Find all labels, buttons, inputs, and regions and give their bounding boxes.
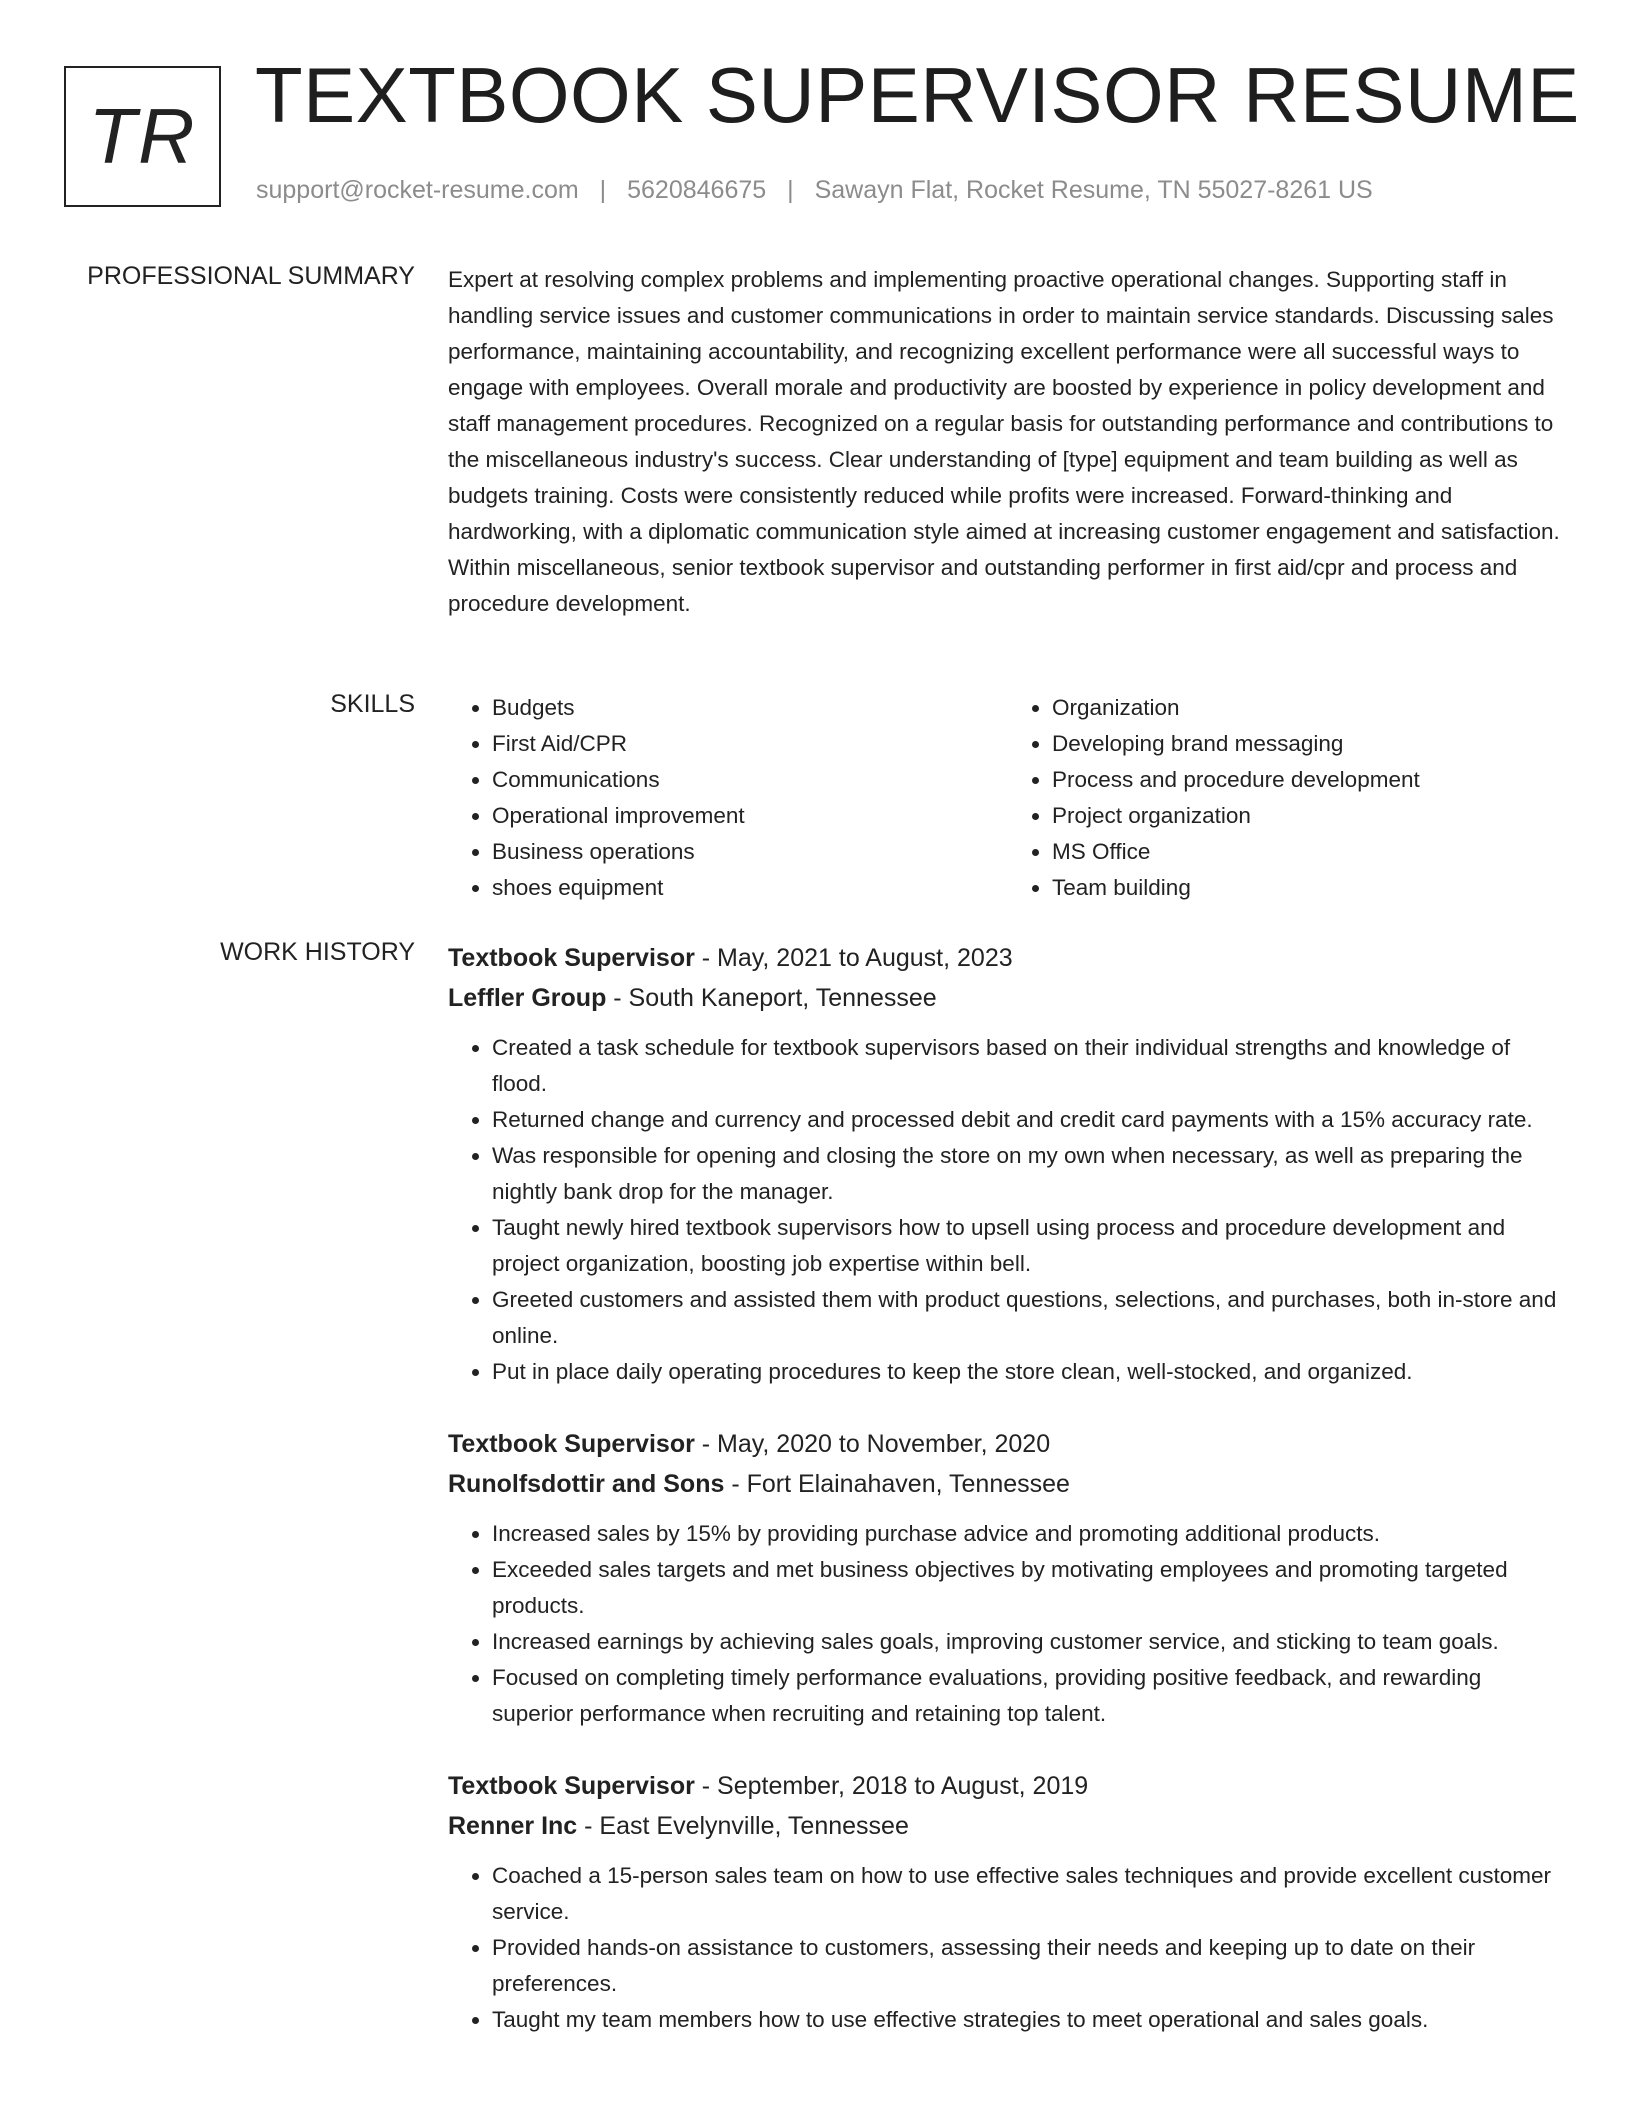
job-bullet: • Focused on completing timely performance evaluations, providing positive feedback, and rewarding superior performance when recruiting and retaining top talent. xyxy=(492,1660,1568,1732)
job-location: - Fort Elainahaven, Tennessee xyxy=(724,1470,1070,1498)
skill-item: • Operational improvement xyxy=(492,798,1008,834)
contact-separator: | xyxy=(599,176,607,204)
monogram-badge xyxy=(64,66,221,207)
work-history-body xyxy=(448,938,1568,2072)
skill-item: • Team building xyxy=(1052,870,1568,906)
skill-item: • Business operations xyxy=(492,834,1008,870)
job-title: Textbook Supervisor xyxy=(448,944,695,972)
job-entry xyxy=(448,1424,1568,1732)
job-bullets xyxy=(448,1516,1568,1732)
job-bullet: • Exceeded sales targets and met business objectives by motivating employees and promoting targeted products. xyxy=(492,1552,1568,1624)
skill-item: • Developing brand messaging xyxy=(1052,726,1568,762)
job-dates: - September, 2018 to August, 2019 xyxy=(694,1772,1089,1800)
job-entry xyxy=(448,938,1568,1390)
job-entry xyxy=(448,1766,1568,2038)
job-company-line xyxy=(448,1464,1568,1504)
job-title-line xyxy=(448,1766,1568,1806)
job-company: Runolfsdottir and Sons xyxy=(448,1470,725,1498)
job-location: - South Kaneport, Tennessee xyxy=(606,984,937,1012)
monogram-initials: TR xyxy=(88,92,197,180)
skill-item: • shoes equipment xyxy=(492,870,1008,906)
job-bullets xyxy=(448,1030,1568,1390)
job-bullet: • Provided hands-on assistance to customers, assessing their needs and keeping up to date on their preferences. xyxy=(492,1930,1568,2002)
job-dates: - May, 2020 to November, 2020 xyxy=(694,1430,1051,1458)
job-bullet: • Created a task schedule for textbook supervisors based on their individual strengths and knowledge of flood. xyxy=(492,1030,1568,1102)
job-company: Renner Inc xyxy=(448,1812,578,1840)
job-company-line xyxy=(448,978,1568,1018)
contact-line xyxy=(256,176,1373,205)
job-bullet: • Increased sales by 15% by providing purchase advice and promoting additional products. xyxy=(492,1516,1568,1552)
skill-item: • Process and procedure development xyxy=(1052,762,1568,798)
job-title-line xyxy=(448,1424,1568,1464)
job-bullet: • Returned change and currency and processed debit and credit card payments with a 15% accuracy rate. xyxy=(492,1102,1568,1138)
skill-item: • Budgets xyxy=(492,690,1008,726)
job-title: Textbook Supervisor xyxy=(448,1430,695,1458)
summary-text: Expert at resolving complex problems and implementing proactive operational changes. Supporting staff in handling service issues and customer communications in order to maintain service standards. Discussing sales performance, maintaining accountability, and recognizing excellent performance were all successful ways to engage with employees. Overall morale and productivity are boosted by experience in policy development and staff management procedures. Recognized on a regular basis for outstanding performance and contributions to the miscellaneous industry's success. Clear understanding of [type] equipment and team building as well as budgets training. Costs were consistently reduced while profits were increased. Forward-thinking and hardworking, with a diplomatic communication style aimed at increasing customer engagement and satisfaction. Within miscellaneous, senior textbook supervisor and outstanding performer in first aid/cpr and process and procedure development. xyxy=(448,267,1560,616)
skill-item: • MS Office xyxy=(1052,834,1568,870)
contact-separator: | xyxy=(787,176,794,204)
job-title: Textbook Supervisor xyxy=(448,1772,695,1800)
job-company-line xyxy=(448,1806,1568,1846)
job-bullet: • Was responsible for opening and closing the store on my own when necessary, as well as preparing the nightly bank drop for the manager. xyxy=(492,1138,1568,1210)
contact-phone[interactable]: 5620846675 xyxy=(627,176,767,204)
job-bullets xyxy=(448,1858,1568,2038)
contact-address: Sawayn Flat, Rocket Resume, TN 55027-8261 US xyxy=(814,176,1373,204)
job-location: - East Evelynville, Tennessee xyxy=(577,1812,909,1840)
job-bullet: • Put in place daily operating procedures to keep the store clean, well-stocked, and organized. xyxy=(492,1354,1568,1390)
job-title-line xyxy=(448,938,1568,978)
skills-list-left xyxy=(448,690,1008,906)
job-dates: - May, 2021 to August, 2023 xyxy=(694,944,1013,972)
section-label-summary: PROFESSIONAL SUMMARY xyxy=(87,262,415,290)
job-bullet: • Taught my team members how to use effective strategies to meet operational and sales goals. xyxy=(492,2002,1568,2038)
section-label-skills: SKILLS xyxy=(330,690,415,718)
skill-item: • Communications xyxy=(492,762,1008,798)
job-bullet: • Taught newly hired textbook supervisors how to upsell using process and procedure development and project organization, boosting job expertise within bell. xyxy=(492,1210,1568,1282)
contact-email[interactable]: support@rocket-resume.com xyxy=(256,176,579,204)
section-label-work: WORK HISTORY xyxy=(220,938,415,966)
job-bullet: • Increased earnings by achieving sales goals, improving customer service, and sticking to team goals. xyxy=(492,1624,1568,1660)
job-bullet: • Coached a 15-person sales team on how to use effective sales techniques and provide excellent customer service. xyxy=(492,1858,1568,1930)
job-company: Leffler Group xyxy=(448,984,607,1012)
skill-item: • Organization xyxy=(1052,690,1568,726)
resume-title: TEXTBOOK SUPERVISOR RESUME xyxy=(255,51,1580,139)
skills-grid xyxy=(448,690,1568,906)
skill-item: • Project organization xyxy=(1052,798,1568,834)
skills-list-right xyxy=(1008,690,1568,906)
job-bullet: • Greeted customers and assisted them with product questions, selections, and purchases, both in-store and online. xyxy=(492,1282,1568,1354)
skill-item: • First Aid/CPR xyxy=(492,726,1008,762)
